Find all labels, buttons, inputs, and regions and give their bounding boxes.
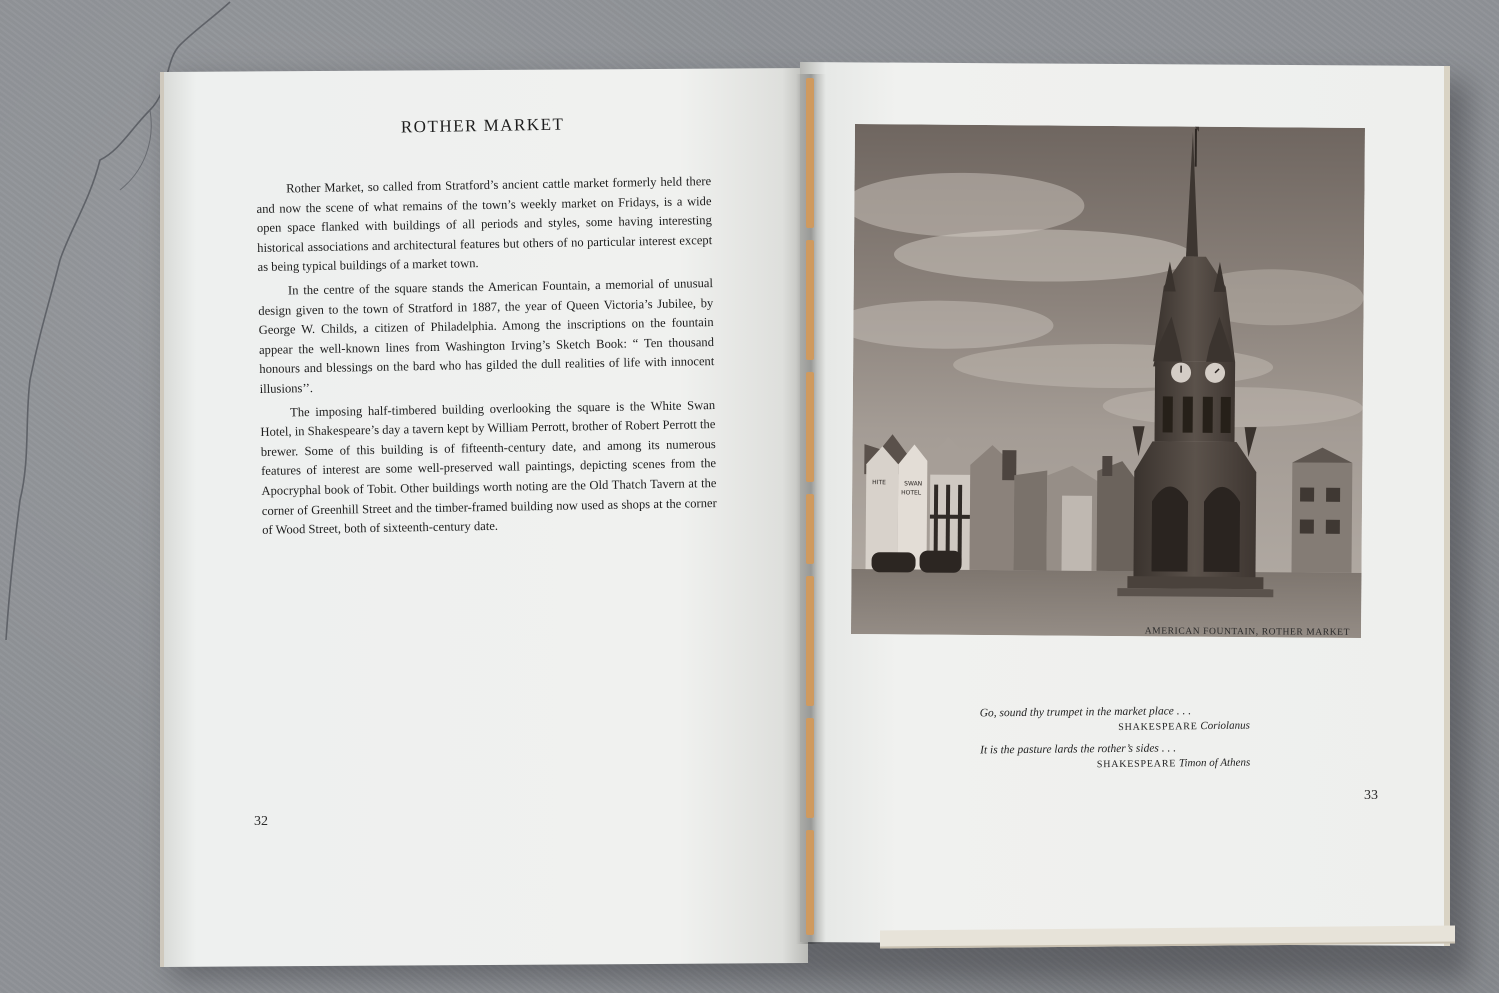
hotel-sign-line1: SWAN — [904, 480, 923, 488]
binding-stitch — [806, 372, 814, 482]
hotel-sign-partial: HITE — [872, 479, 886, 487]
paragraph: Rother Market, so called from Stratford’s ancient cattle market formerly held there and now the scene of what remains of the town’s weekly market on Fridays, is a wide open space flanked with buildings of all periods and styles, some having interesting historical associations and architectural features but others of no particular interest except as being typical buildings of a market town. — [256, 174, 713, 275]
chapter-title: ROTHER MARKET — [400, 114, 565, 137]
left-page-text — [255, 112, 717, 545]
photograph-american-fountain — [851, 124, 1365, 638]
quote-author: SHAKESPEARE — [1118, 721, 1198, 733]
paragraph: The imposing half-timbered building overlooking the square is the White Swan Hotel, in Shakespeare’s day a tavern kept by William Perrott, brother of Robert Perrott the brewer. Some of this building is of fifteenth-century date, and among its numerous features of interest are some well-preserved wall paintings, depicting scenes from the Apocryphal book of Tobit. Other buildings worth noting are the Old Thatch Tavern at the corner of Greenhill Street and the timber-framed building now used as shops at the corner of Wood Street, both of sixteenth-century date. — [260, 397, 717, 538]
binding-stitch — [806, 718, 814, 818]
photo-caption: AMERICAN FOUNTAIN, ROTHER MARKET — [1144, 626, 1351, 638]
quote-text: Go, sound thy trumpet in the market place . . . — [979, 705, 1192, 720]
hotel-sign-line2: HOTEL — [901, 489, 922, 497]
binding-stitch — [806, 494, 814, 564]
paragraph: In the centre of the square stands the American Fountain, a memorial of unusual design given to the town of Stratford in 1887, the year of Queen Victoria’s Jubilee, by George W. Childs, a citizen of Philadelphia. Among the inscriptions on the fountain appear the well-known lines from Washington Irving’s Sketch Book: “ Ten thousand honours and blessings on the bard who has gilded the dull realities of life with innocent illusions’’. — [258, 276, 715, 396]
binding-stitch — [806, 830, 814, 935]
epigraph-quotes — [980, 703, 1251, 780]
page-number: 33 — [1364, 788, 1378, 803]
quote-attribution — [980, 756, 1250, 774]
quote-text: It is the pasture lards the rother’s sides . . . — [980, 742, 1177, 757]
page-number: 32 — [254, 814, 268, 829]
binding-stitch — [806, 78, 814, 228]
binding-stitch — [806, 240, 814, 360]
quote-attribution — [980, 719, 1250, 737]
quote-author: SHAKESPEARE — [1096, 758, 1177, 771]
quote-work: Coriolanus — [1200, 719, 1250, 733]
binding-stitch — [806, 576, 814, 706]
quote-work: Timon of Athens — [1178, 756, 1251, 770]
